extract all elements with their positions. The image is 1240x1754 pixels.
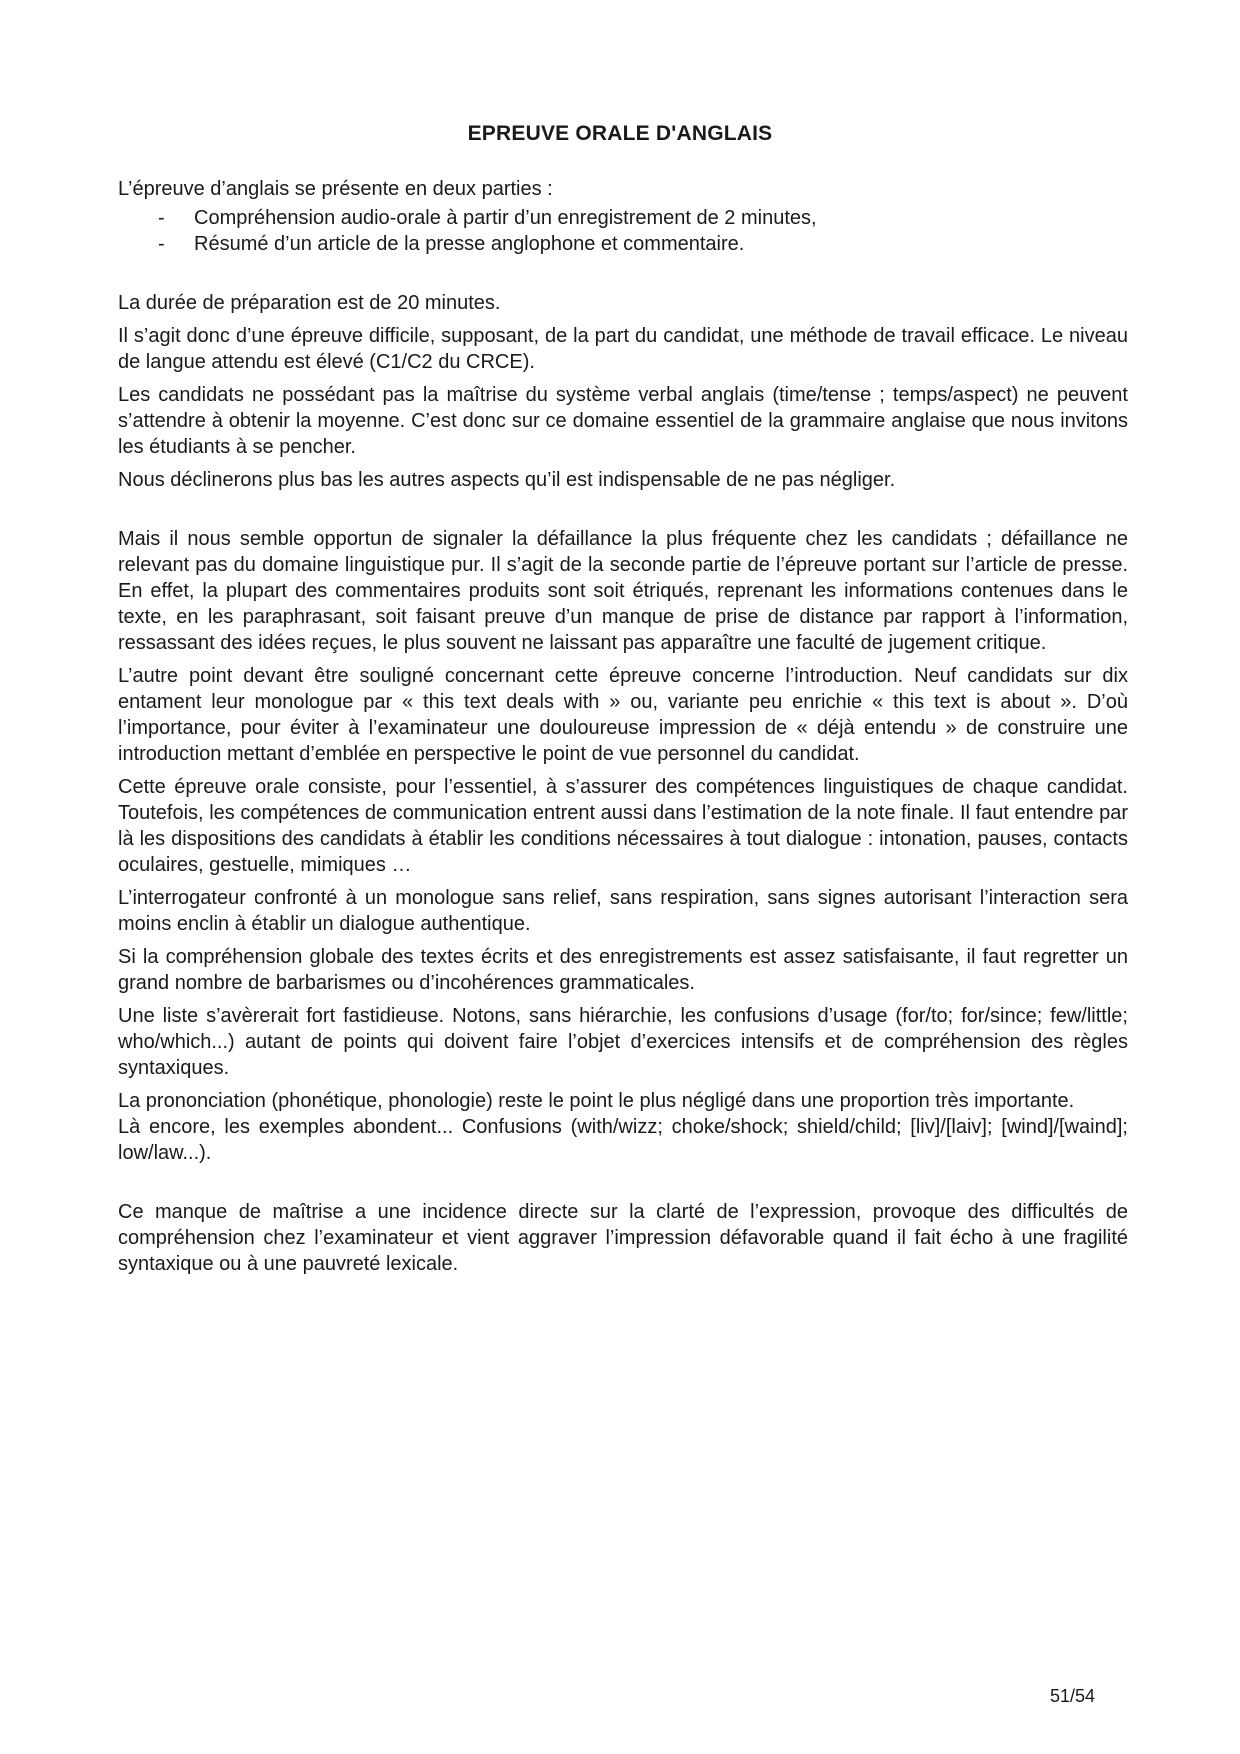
paragraph-conclusion: Ce manque de maîtrise a une incidence directe sur la clarté de l’expression, provoque des difficultés de compréhension chez l’examinateur et vient aggraver l’impression défavorable quand il fait écho à une fragilité syntaxique ou à une pauvreté lexicale.	[118, 1201, 1128, 1275]
paragraph-introduction: L’autre point devant être souligné concernant cette épreuve concerne l’introduction. Neuf candidats sur dix entament leur monologue par « this text deals with » ou, variante peu enrichie « this text is about ». D’où l’importance, pour éviter à l’examinateur une douloureuse impression de « déjà entendu » de construire une introduction mettant d’emblée en perspective le point de vue personnel du candidat.	[118, 665, 1128, 765]
page-title: EPREUVE ORALE D'ANGLAIS	[467, 122, 773, 145]
paragraph-preparation: La durée de préparation est de 20 minutes.	[118, 292, 501, 314]
list-dash: -	[158, 207, 165, 229]
document-body	[118, 176, 1128, 1284]
parts-list	[118, 205, 1128, 257]
list-item-text: Compréhension audio-orale à partir d’un enregistrement de 2 minutes,	[194, 207, 817, 229]
paragraph-difficulty: Il s’agit donc d’une épreuve difficile, supposant, de la part du candidat, une méthode de travail efficace. Le niveau de langue attendu est élevé (C1/C2 du CRCE).	[118, 325, 1128, 373]
paragraph-comprehension: Si la compréhension globale des textes écrits et des enregistrements est assez satisfaisante, il faut regretter un grand nombre de barbarismes ou d’incohérences grammaticales.	[118, 946, 1128, 994]
intro-paragraph: L’épreuve d’anglais se présente en deux parties :	[118, 178, 553, 200]
paragraph-pronunciation: La prononciation (phonétique, phonologie) reste le point le plus négligé dans une proportion très importante.	[118, 1090, 1075, 1112]
paragraph-confusions: Une liste s’avèrerait fort fastidieuse. Notons, sans hiérarchie, les confusions d’usage (for/to; for/since; few/little; who/which...) autant de points qui doivent faire l’objet d’exercices intensifs et de compréhension des règles syntaxiques.	[118, 1005, 1128, 1079]
paragraph-commentary: Mais il nous semble opportun de signaler la défaillance la plus fréquente chez les candidats ; défaillance ne relevant pas du domaine linguistique pur. Il s’agit de la seconde partie de l’épreuve portant sur l’article de presse. En effet, la plupart des commentaires produits sont soit étriqués, reprenant les informations contenues dans le texte, en les paraphrasant, soit faisant preuve d’un manque de prise de distance par rapport à l’information, ressassant des idées reçues, le plus souvent ne laissant pas apparaître une faculté de jugement critique.	[118, 528, 1128, 654]
list-item	[118, 205, 1128, 231]
list-dash: -	[158, 233, 165, 255]
paragraph-examples: Là encore, les exemples abondent... Confusions (with/wizz; choke/shock; shield/child; [liv]/[laiv]; [wind]/[waind]; low/law...).	[118, 1116, 1128, 1164]
paragraph-verbal-system: Les candidats ne possédant pas la maîtrise du système verbal anglais (time/tense ; temps/aspect) ne peuvent s’attendre à obtenir la moyenne. C’est donc sur ce domaine essentiel de la grammaire anglaise que nous invitons les étudiants à se pencher.	[118, 384, 1128, 458]
paragraph-interaction: L’interrogateur confronté à un monologue sans relief, sans respiration, sans signes autorisant l’interaction sera moins enclin à établir un dialogue authentique.	[118, 887, 1128, 935]
list-item	[118, 231, 1128, 257]
paragraph-other-aspects: Nous déclinerons plus bas les autres aspects qu’il est indispensable de ne pas négliger.	[118, 469, 896, 491]
paragraph-communication: Cette épreuve orale consiste, pour l’essentiel, à s’assurer des compétences linguistiques de chaque candidat. Toutefois, les compétences de communication entrent aussi dans l’estimation de la note finale. Il faut entendre par là les dispositions des candidats à établir les conditions nécessaires à tout dialogue : intonation, pauses, contacts oculaires, gestuelle, mimiques …	[118, 776, 1128, 876]
list-item-text: Résumé d’un article de la presse anglophone et commentaire.	[194, 233, 745, 255]
page-number: 51/54	[1049, 1686, 1095, 1706]
